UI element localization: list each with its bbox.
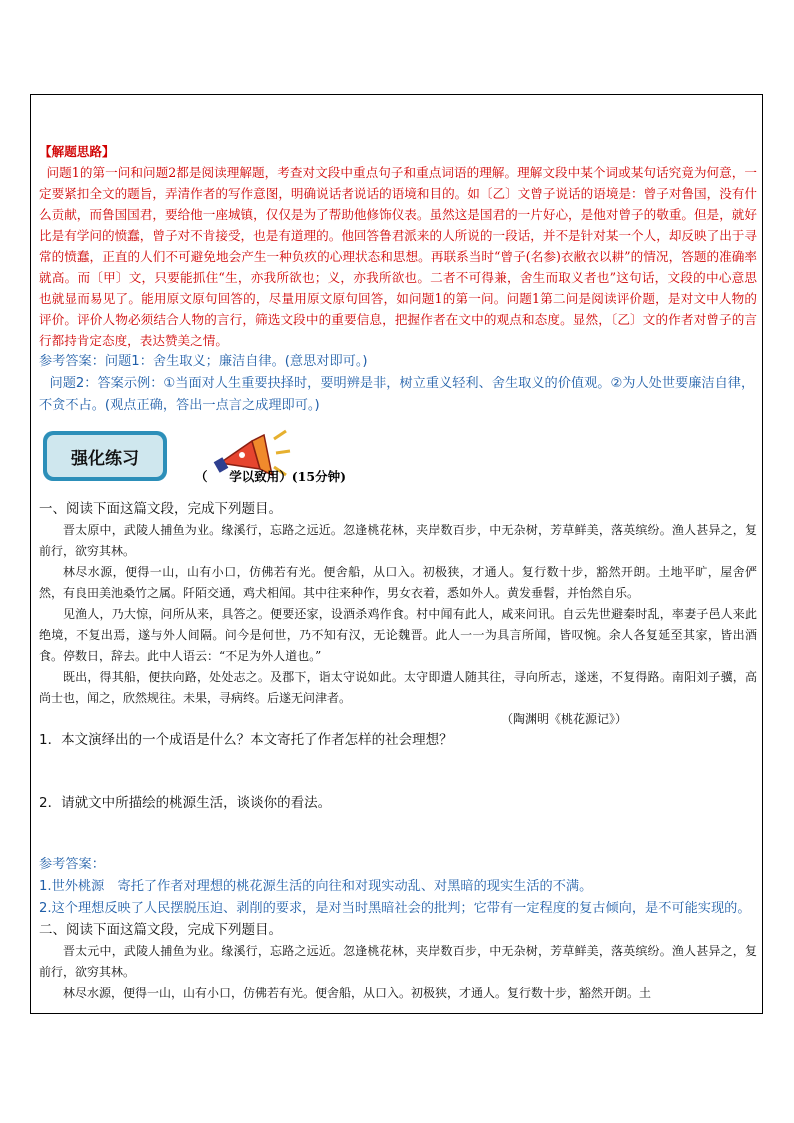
practice-badge-label: 强化练习 bbox=[47, 435, 163, 477]
passage-paragraph: 晋太元中，武陵人捕鱼为业。缘溪行，忘路之远近。忽逢桃花林，夹岸数百步，中无杂树，芳草鲜美，落英缤纷。渔人甚异之，复前行，欲穷其林。 bbox=[39, 944, 757, 979]
exercise-2-passage bbox=[39, 941, 757, 1004]
practice-section-header bbox=[39, 425, 757, 499]
passage-paragraph: 林尽水源，便得一山，山有小口，仿佛若有光。便舍船，从口入。初极狭，才通人。复行数十步，豁然开朗。土 bbox=[63, 986, 652, 1000]
exercise-1 bbox=[39, 499, 757, 520]
answer-1: 1.世外桃源 寄托了作者对理想的桃花源生活的向往和对现实动乱、对黑暗的现实生活的不满。 bbox=[39, 879, 593, 894]
analysis-heading: 【解题思路】 bbox=[39, 144, 115, 159]
passage-paragraph: 林尽水源，便得一山，山有小口，仿佛若有光。便舍船，从口入。初极狭，才通人。复行数十步，豁然开朗。土地平旷，屋舍俨然，有良田美池桑竹之属。阡陌交通，鸡犬相闻。其中往来种作，男女衣着，悉如外人。黄发垂髫，并怡然自乐。 bbox=[39, 565, 757, 600]
exercise-1-questions bbox=[39, 730, 757, 854]
answer-line-2: 问题2：答案示例：①当面对人生重要抉择时，要明辨是非，树立重义轻利、舍生取义的价值观。②为人处世要廉洁自律，不贪不占。(观点正确，答出一点言之成理即可。) bbox=[39, 376, 755, 413]
passage-paragraph: 晋太原中，武陵人捕鱼为业。缘溪行，忘路之远近。忽逢桃花林，夹岸数百步，中无杂树，芳草鲜美，落英缤纷。渔人甚异之，复前行，欲穷其林。 bbox=[39, 523, 757, 558]
answer-space bbox=[39, 814, 757, 854]
exercise-1-answers bbox=[39, 854, 757, 920]
answer-2: 2.这个理想反映了人民摆脱压迫、剥削的要求，是对当时黑暗社会的批判；它带有一定程度的复古倾向，是不可能实现的。 bbox=[39, 901, 751, 916]
answer-space bbox=[39, 751, 757, 793]
answers-block bbox=[39, 351, 757, 417]
exercise-2-intro: 二、阅读下面这篇文段，完成下列题目。 bbox=[39, 922, 282, 938]
question-1: 1．本文演绎出的一个成语是什么？本文寄托了作者怎样的社会理想？ bbox=[39, 732, 453, 748]
analysis-block bbox=[39, 141, 757, 351]
answer-label: 参考答案： bbox=[39, 857, 105, 872]
exercise-1-passage bbox=[39, 520, 757, 730]
page-content bbox=[39, 141, 757, 1004]
exercise-1-intro: 一、阅读下面这篇文段，完成下列题目。 bbox=[39, 501, 282, 517]
passage-paragraph: 见渔人，乃大惊，问所从来，具答之。便要还家，设酒杀鸡作食。村中闻有此人，咸来问讯。自云先世避秦时乱，率妻子邑人来此绝境，不复出焉，遂与外人间隔。问今是何世，乃不知有汉，无论魏晋。此人一一为具言所闻，皆叹惋。余人各复延至其家，皆出酒食。停数日，辞去。此中人语云：“不足为外人道也。” bbox=[39, 607, 757, 663]
passage-paragraph: 既出，得其船，便扶向路，处处志之。及郡下，诣太守说如此。太守即遣人随其往，寻向所志，遂迷，不复得路。南阳刘子骥，高尚士也，闻之，欣然规往。未果，寻病终。后遂无问津者。 bbox=[39, 670, 757, 705]
exercise-2 bbox=[39, 920, 757, 941]
practice-badge bbox=[43, 431, 167, 481]
question-2: 2．请就文中所描绘的桃源生活，谈谈你的看法。 bbox=[39, 795, 332, 811]
passage-source: （陶渊明《桃花源记》） bbox=[500, 712, 627, 726]
answer-line-1: 参考答案：问题1：舍生取义；廉洁自律。(意思对即可。) bbox=[39, 354, 368, 369]
practice-subtitle: （ 学以致用）(15分钟) bbox=[195, 469, 346, 484]
analysis-body: 问题1的第一问和问题2都是阅读理解题，考查对文段中重点句子和重点词语的理解。理解文段中某个词或某句话究竟为何意，一定要紧扣全文的题旨，弄清作者的写作意图，明确说话者说话的语境和目的。如〔乙〕文曾子说话的语境是：曾子对鲁国，没有什么贡献，而鲁国国君，要给他一座城镇，仅仅是为了帮助他修饰仪表。虽然这是国君的一片好心，是他对曾子的敬重。但是，就好比是有学问的愤蠢，曾子对不肯接受，也是有道理的。他回答鲁君派来的人所说的一段话，并不是针对某一个人，却反映了出于寻常的愤蠢，正直的人们不可避免地会产生一种负疚的心理状态和思想。再联系当时“曾子(名参)衣敝衣以耕”的情况，答题的准确率就高。而〔甲〕文，只要能抓住“生，亦我所欲也；义，亦我所欲也。二者不可得兼，舍生而取义者也”这句话，文段的中心意思也就显而易见了。能用原文原句回答的，尽量用原文原句回答，如问题1的第一问。问题1第二问是阅读评价题，是对文中人物的评价。评价人物必须结合人物的言行，筛选文段中的重要信息，把握作者在文中的观点和态度。显然，〔乙〕文的作者对曾子的言行都持肯定态度，表达赞美之情。 bbox=[39, 165, 757, 348]
